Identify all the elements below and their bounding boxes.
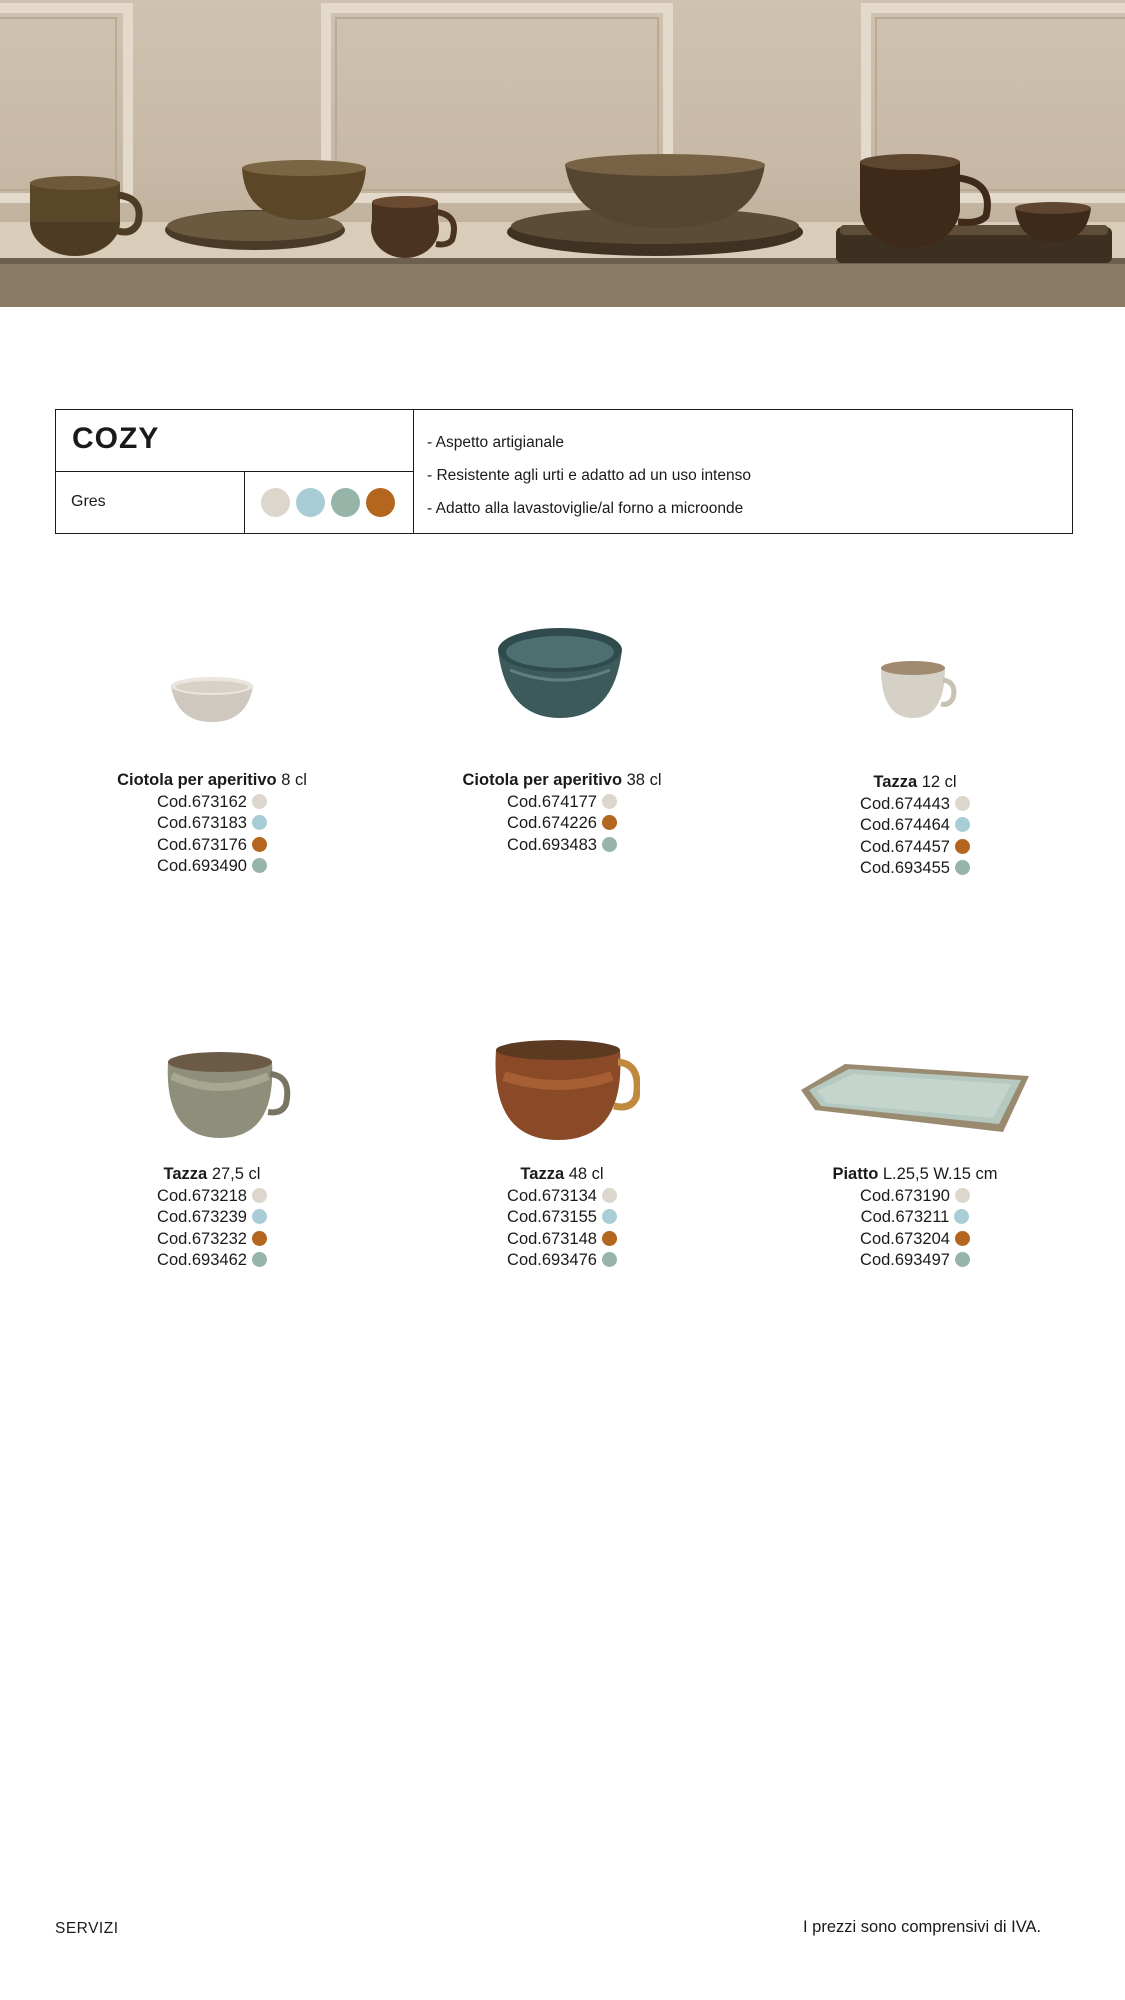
swatch-cell bbox=[245, 472, 414, 533]
collection-title: COZY bbox=[72, 422, 160, 455]
color-dot bbox=[602, 1252, 617, 1267]
code-row: Cod.693497 bbox=[765, 1250, 1065, 1272]
product-caption bbox=[765, 772, 1065, 880]
color-dot bbox=[602, 815, 617, 830]
product-name: Tazza 48 cl bbox=[520, 1165, 604, 1183]
color-swatches bbox=[261, 488, 395, 517]
color-dot bbox=[252, 1188, 267, 1203]
color-dot bbox=[955, 1188, 970, 1203]
cup-image bbox=[490, 1036, 640, 1148]
cup-image bbox=[877, 658, 957, 728]
color-dot bbox=[252, 815, 267, 830]
code-row: Cod.673239 bbox=[62, 1207, 362, 1229]
color-dot bbox=[955, 1252, 970, 1267]
color-dot bbox=[954, 1209, 969, 1224]
code-row: Cod.693483 bbox=[412, 835, 712, 857]
color-dot bbox=[252, 858, 267, 873]
product-caption bbox=[62, 1164, 362, 1272]
color-dot bbox=[955, 796, 970, 811]
hero-photo bbox=[0, 0, 1125, 307]
swatch-cream bbox=[261, 488, 290, 517]
spec-table bbox=[55, 409, 1073, 534]
cup-image bbox=[162, 1046, 292, 1146]
product-name: Ciotola per aperitivo 38 cl bbox=[462, 771, 662, 789]
code-row: Cod.674457 bbox=[765, 837, 1065, 859]
bowl-image bbox=[490, 620, 630, 725]
code-row: Cod.693490 bbox=[62, 856, 362, 878]
color-dot bbox=[602, 837, 617, 852]
color-dot bbox=[602, 794, 617, 809]
product-caption bbox=[765, 1164, 1065, 1272]
hero-illustration bbox=[0, 0, 1125, 307]
code-row: Cod.674464 bbox=[765, 815, 1065, 837]
swatch-light-blue bbox=[296, 488, 325, 517]
feature-item: - Adatto alla lavastoviglie/al forno a microonde bbox=[427, 500, 744, 517]
product-name: Tazza 27,5 cl bbox=[163, 1165, 261, 1183]
swatch-sage bbox=[331, 488, 360, 517]
color-dot bbox=[602, 1188, 617, 1203]
color-dot bbox=[955, 817, 970, 832]
color-dot bbox=[252, 837, 267, 852]
code-row: Cod.674443 bbox=[765, 794, 1065, 816]
code-row: Cod.673204 bbox=[765, 1229, 1065, 1251]
color-dot bbox=[602, 1209, 617, 1224]
code-row: Cod.673162 bbox=[62, 792, 362, 814]
product-caption bbox=[412, 1164, 712, 1272]
color-dot bbox=[252, 1209, 267, 1224]
code-row: Cod.673232 bbox=[62, 1229, 362, 1251]
color-dot bbox=[602, 1231, 617, 1246]
feature-list bbox=[427, 426, 751, 525]
code-row: Cod.693476 bbox=[412, 1250, 712, 1272]
color-dot bbox=[252, 1252, 267, 1267]
code-row: Cod.693455 bbox=[765, 858, 1065, 880]
swatch-amber bbox=[366, 488, 395, 517]
code-row: Cod.673190 bbox=[765, 1186, 1065, 1208]
feature-item: - Resistente agli urti e adatto ad un uso intenso bbox=[427, 467, 751, 484]
plate-image bbox=[797, 1060, 1037, 1140]
feature-item: - Aspetto artigianale bbox=[427, 434, 565, 451]
product-caption bbox=[412, 770, 712, 856]
color-dot bbox=[252, 794, 267, 809]
code-row: Cod.673211 bbox=[765, 1207, 1065, 1229]
color-dot bbox=[955, 1231, 970, 1246]
code-row: Cod.693462 bbox=[62, 1250, 362, 1272]
footer-section-label: SERVIZI bbox=[55, 1920, 119, 1937]
product-name: Tazza 12 cl bbox=[873, 773, 957, 791]
code-row: Cod.673155 bbox=[412, 1207, 712, 1229]
color-dot bbox=[252, 1231, 267, 1246]
product-name: Piatto L.25,5 W.15 cm bbox=[832, 1165, 998, 1183]
code-row: Cod.674226 bbox=[412, 813, 712, 835]
material-label: Gres bbox=[71, 493, 106, 510]
code-row: Cod.673148 bbox=[412, 1229, 712, 1251]
color-dot bbox=[955, 839, 970, 854]
title-cell bbox=[56, 410, 414, 472]
code-row: Cod.673176 bbox=[62, 835, 362, 857]
color-dot bbox=[955, 860, 970, 875]
bowl-image bbox=[165, 660, 260, 730]
product-caption bbox=[62, 770, 362, 878]
footer-vat-note: I prezzi sono comprensivi di IVA. bbox=[803, 1918, 1042, 1936]
code-row: Cod.673183 bbox=[62, 813, 362, 835]
code-row: Cod.674177 bbox=[412, 792, 712, 814]
material-cell bbox=[56, 472, 245, 533]
code-row: Cod.673134 bbox=[412, 1186, 712, 1208]
product-name: Ciotola per aperitivo 8 cl bbox=[117, 771, 307, 789]
code-row: Cod.673218 bbox=[62, 1186, 362, 1208]
